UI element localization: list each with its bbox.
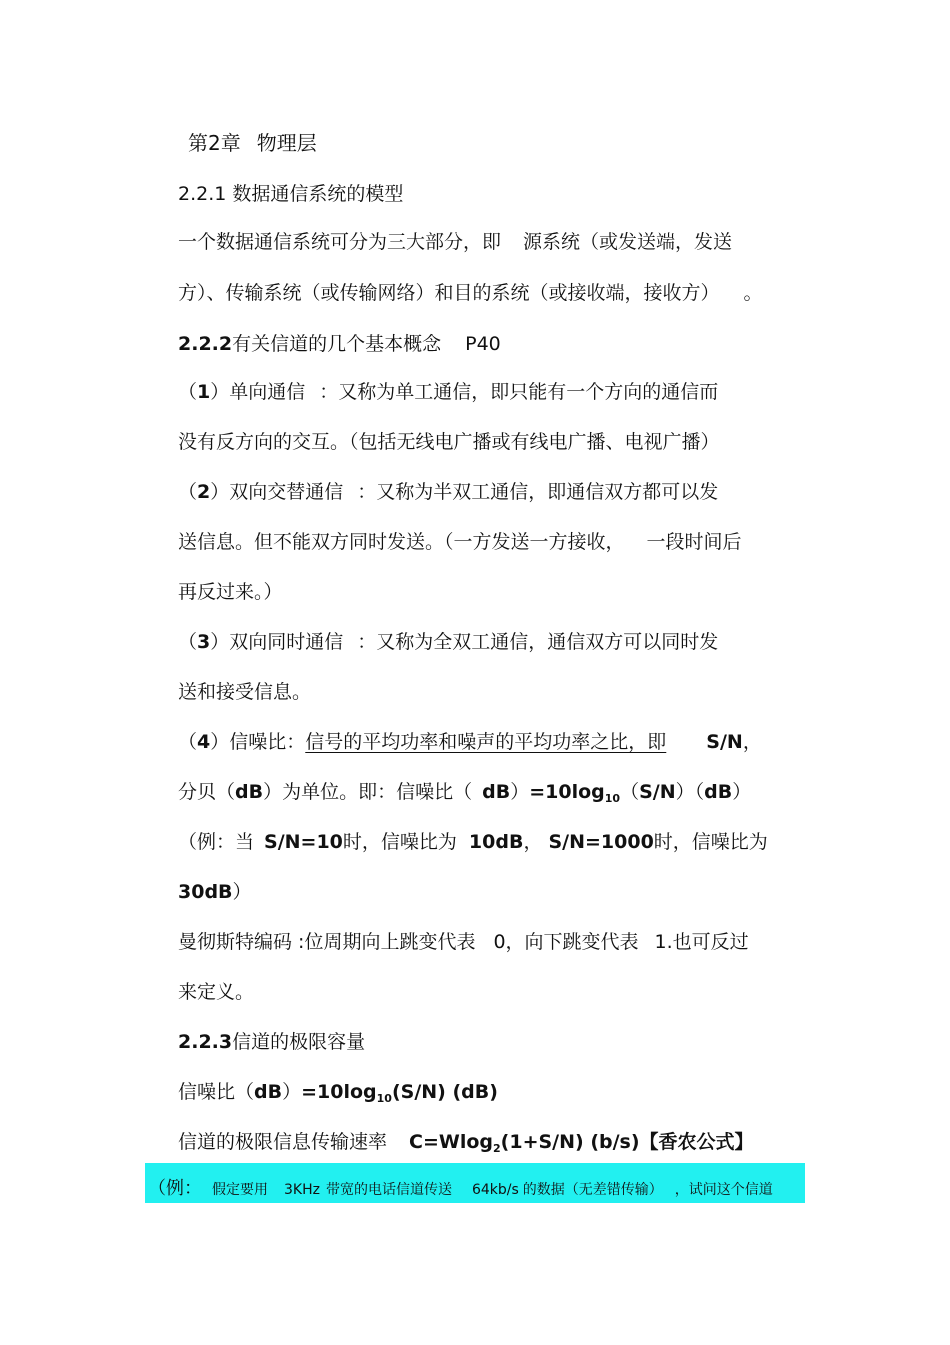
section-number: 2.2.2 xyxy=(178,333,233,355)
list-item-2 xyxy=(178,479,718,505)
text-span: ）（ xyxy=(675,781,705,803)
text-span: 0，向下跳变代表 xyxy=(493,931,639,953)
paragraph-line: 来定义。 xyxy=(178,981,255,1003)
example-line xyxy=(178,829,768,855)
item-description: 又称为单工通信，即只能有一个方向的通信而 xyxy=(338,381,719,403)
item-description: 又称为全双工通信，通信双方可以同时发 xyxy=(376,631,719,653)
text-span: （ xyxy=(178,631,198,653)
item-number: 2 xyxy=(197,481,211,503)
formula-text: =10log xyxy=(529,781,605,803)
text-span: 带宽的电话信道传送 xyxy=(325,1182,452,1198)
chapter-name: 物理层 xyxy=(256,131,317,155)
formula-text: C=Wlog xyxy=(409,1131,494,1153)
text-span: 64kb/s xyxy=(471,1182,519,1198)
list-item-4 xyxy=(178,729,762,755)
formula-text: (1+S/N) (b/s) xyxy=(500,1131,640,1153)
text-span: （ xyxy=(620,781,640,803)
text-span: 信道的极限信息传输速率 xyxy=(178,1131,388,1153)
text-span: ， xyxy=(742,731,762,753)
text-span: 一个数据通信系统可分为三大部分，即 xyxy=(178,231,502,253)
chapter-heading xyxy=(188,130,317,156)
paragraph-line: 没有反方向的交互。（包括无线电广播或有线电广播、电视广播） xyxy=(178,431,720,453)
text-span: ： xyxy=(357,481,377,503)
list-item-3 xyxy=(178,629,718,655)
formula-text: 10dB xyxy=(468,831,524,853)
text-span: 分贝（ xyxy=(178,781,236,803)
text-span: （ xyxy=(178,381,198,403)
item-term: ）单向通信 xyxy=(210,381,306,403)
chapter-number: 第2章 xyxy=(188,131,241,155)
text-span: 一段时间后 xyxy=(646,531,742,553)
shannon-label: 【香农公式】 xyxy=(639,1131,754,1153)
paragraph-line: 再反过来。） xyxy=(178,581,283,603)
item-description: 又称为半双工通信，即通信双方都可以发 xyxy=(376,481,719,503)
formula-text: dB xyxy=(235,781,264,803)
paragraph-line xyxy=(178,929,749,955)
formula-text: dB xyxy=(704,781,733,803)
item-number: 3 xyxy=(197,631,211,653)
formula-text: S/N=10 xyxy=(264,831,343,853)
underlined-definition: 信号的平均功率和噪声的平均功率之比，即 xyxy=(305,731,667,753)
text-span: ）为单位。即：信噪比（ xyxy=(263,781,473,803)
text-span: ） xyxy=(510,781,530,803)
section-title: 信道的极限容量 xyxy=(232,1031,366,1053)
paragraph-line xyxy=(178,529,742,555)
text-span: （ xyxy=(178,481,198,503)
section-heading-223 xyxy=(178,1029,365,1055)
section-title: 有关信道的几个基本概念 xyxy=(232,333,442,355)
text-span: ，试问这个信道 xyxy=(674,1182,773,1198)
example-line xyxy=(178,879,252,905)
list-item-1 xyxy=(178,379,718,405)
page-reference: P40 xyxy=(465,333,501,355)
formula-text: S/N xyxy=(706,731,743,753)
text-span: （ xyxy=(178,731,198,753)
formula-line xyxy=(178,1079,498,1112)
text-span: 源系统（或发送端，发送 xyxy=(523,231,733,253)
formula-line xyxy=(178,779,751,812)
text-span: 。 xyxy=(743,282,763,304)
text-span: ： xyxy=(357,631,377,653)
section-number: 2.2.3 xyxy=(178,1031,233,1053)
highlighted-example xyxy=(148,1178,773,1201)
formula-line xyxy=(178,1129,754,1162)
paragraph-line xyxy=(178,280,763,306)
text-span: ） xyxy=(732,781,752,803)
formula-text: S/N xyxy=(639,781,676,803)
section-heading-222 xyxy=(178,331,501,357)
text-span: 时，信噪比为 xyxy=(342,831,457,853)
text-span: 送信息。但不能双方同时发送。（一方发送一方接收， xyxy=(178,531,625,553)
text-span: 假定要用 xyxy=(212,1182,268,1198)
text-span: ） xyxy=(232,881,252,903)
section-heading-221: 2.2.1 数据通信系统的模型 xyxy=(178,183,404,205)
item-term: ）信噪比： xyxy=(210,731,306,753)
text-span: 1.也可反过 xyxy=(654,931,749,953)
text-span: ： xyxy=(319,381,339,403)
item-term: ）双向同时通信 xyxy=(210,631,344,653)
text-span: 信噪比（ xyxy=(178,1081,255,1103)
paragraph-line xyxy=(178,229,732,255)
text-span: 曼彻斯特编码 :位周期向上跳变代表 xyxy=(178,931,476,953)
subscript: 10 xyxy=(604,792,621,805)
text-span: 3KHz xyxy=(284,1182,320,1198)
item-term: ）双向交替通信 xyxy=(210,481,344,503)
paragraph-line: 送和接受信息。 xyxy=(178,681,312,703)
formula-text: (S/N) (dB) xyxy=(391,1081,498,1103)
item-number: 1 xyxy=(197,381,211,403)
formula-text: dB xyxy=(254,1081,283,1103)
text-span: ） xyxy=(282,1081,302,1103)
text-span: （例： xyxy=(148,1178,202,1199)
text-span: （例：当 xyxy=(178,831,255,853)
formula-text: dB xyxy=(482,781,511,803)
text-span: 时，信噪比为 xyxy=(653,831,768,853)
subscript: 10 xyxy=(376,1092,392,1105)
item-number: 4 xyxy=(197,731,211,753)
text-span: 方）、传输系统（或传输网络）和目的系统（或接收端，接收方） xyxy=(178,282,720,304)
subscript: 2 xyxy=(493,1142,501,1155)
text-span: ， xyxy=(523,831,543,853)
text-span: 的数据（无差错传输） xyxy=(522,1182,663,1198)
formula-text: =10log xyxy=(301,1081,377,1103)
formula-text: 30dB xyxy=(178,881,233,903)
formula-text: S/N=1000 xyxy=(548,831,654,853)
